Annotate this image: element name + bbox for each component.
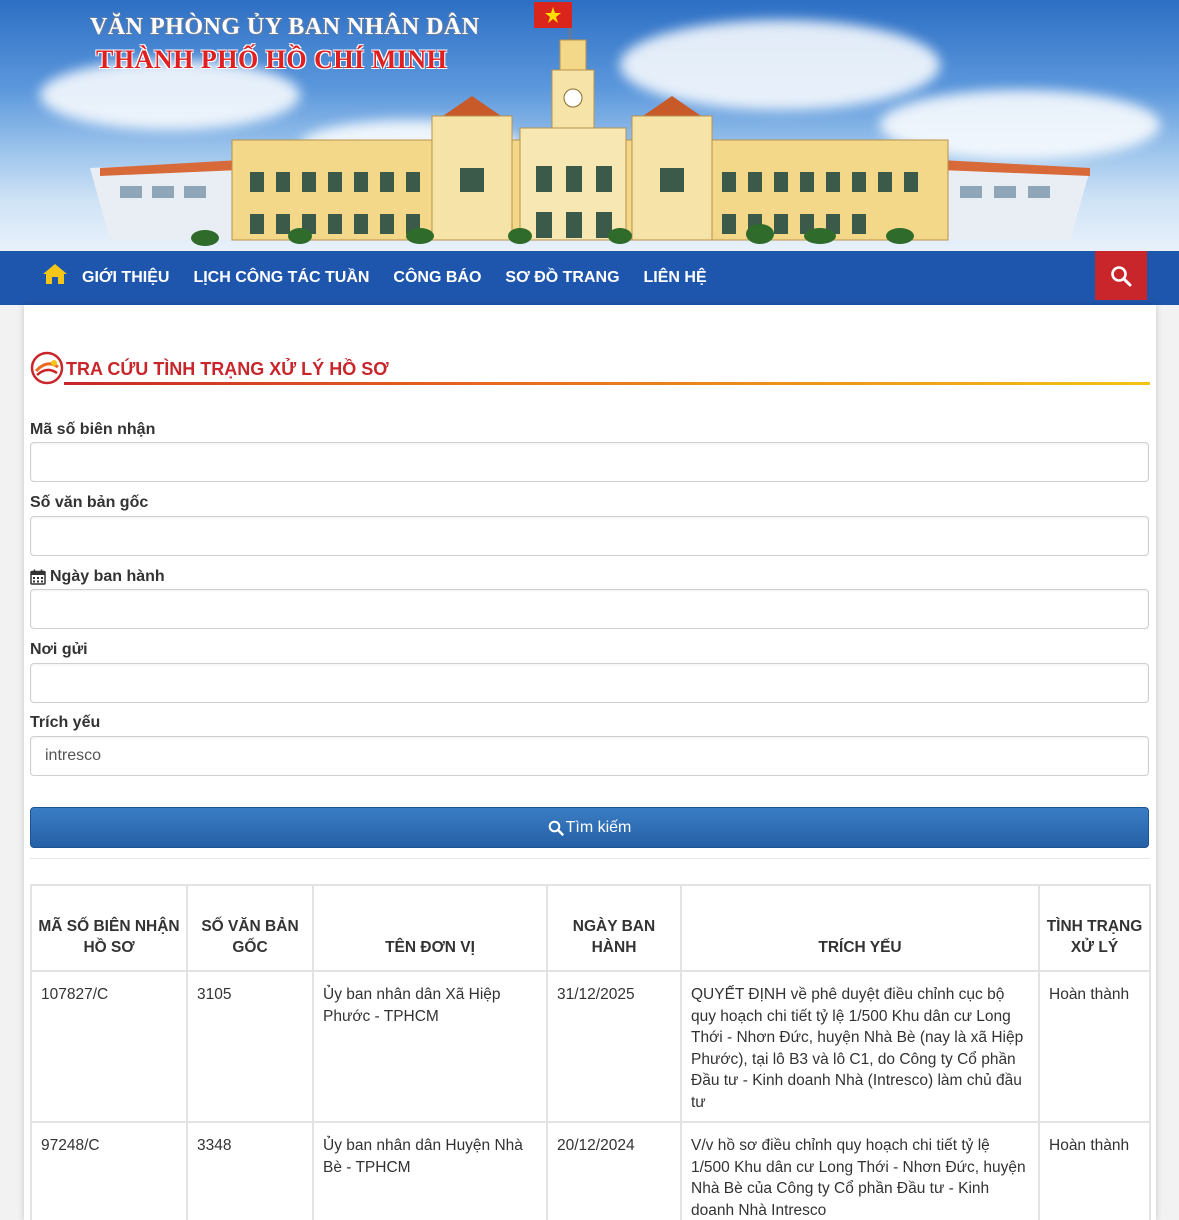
search-icon	[1110, 265, 1132, 287]
search-button-label: Tìm kiếm	[565, 818, 632, 836]
header-banner	[0, 0, 1179, 251]
summary-label: Trích yếu	[30, 714, 101, 731]
table-header-row	[31, 885, 1150, 971]
cell-receipt-number: 107827/C	[31, 971, 187, 1122]
cell-original-doc-number: 3348	[187, 1122, 313, 1220]
header-receipt-number: MÃ SỐ BIÊN NHẬN HỒ SƠ	[31, 885, 187, 971]
cell-summary: V/v hồ sơ điều chỉnh quy hoạch chi tiết tỷ lệ 1/500 Khu dân cư Long Thới - Nhơn Đức, huyện Nhà Bè của Công ty Cổ phần Đầu tư - Kinh doanh Nhà Intresco	[681, 1122, 1039, 1220]
nav-item-cong-bao[interactable]: CÔNG BÁO	[393, 269, 482, 286]
original-doc-number-label: Số văn bản gốc	[30, 494, 149, 511]
main-navbar	[0, 251, 1179, 305]
receipt-number-input[interactable]	[30, 442, 1149, 482]
sender-label: Nơi gửi	[30, 641, 88, 658]
header-status: TÌNH TRẠNG XỬ LÝ	[1039, 885, 1150, 971]
original-doc-number-input[interactable]	[30, 516, 1149, 556]
nav-item-lich-cong-tac-tuan[interactable]: LỊCH CÔNG TÁC TUẦN	[193, 269, 370, 286]
table-row[interactable]	[31, 1122, 1150, 1220]
nav-item-lien-he[interactable]: LIÊN HỆ	[643, 269, 707, 286]
cell-summary: QUYẾT ĐỊNH về phê duyệt điều chỉnh cục bộ quy hoạch chi tiết tỷ lệ 1/500 Khu dân cư Long Thới - Nhơn Đức, huyện Nhà Bè (nay là xã Hiệp Phước), tại lô B3 và lô C1, do Công ty Cổ phần Đầu tư - Kinh doanh Nhà (Intresco) làm chủ đầu tư	[681, 971, 1039, 1122]
content-panel	[24, 305, 1156, 1220]
search-button[interactable]	[30, 807, 1149, 848]
cell-status: Hoàn thành	[1039, 971, 1150, 1122]
nav-menu	[82, 251, 707, 305]
results-table	[30, 884, 1151, 1220]
home-icon[interactable]	[42, 262, 68, 286]
section-title-underline	[64, 382, 1150, 385]
banner-title-line1: VĂN PHÒNG ỦY BAN NHÂN DÂN	[90, 14, 480, 40]
nav-search-button[interactable]	[1095, 251, 1147, 300]
cell-unit-name: Ủy ban nhân dân Huyện Nhà Bè - TPHCM	[313, 1122, 547, 1220]
section-title: TRA CỨU TÌNH TRẠNG XỬ LÝ HỒ SƠ	[66, 359, 389, 379]
nav-item-gioi-thieu[interactable]: GIỚI THIỆU	[82, 269, 170, 286]
cell-receipt-number: 97248/C	[31, 1122, 187, 1220]
form-divider	[30, 858, 1149, 859]
cell-unit-name: Ủy ban nhân dân Xã Hiệp Phước - TPHCM	[313, 971, 547, 1122]
cell-issue-date: 20/12/2024	[547, 1122, 681, 1220]
cell-status: Hoàn thành	[1039, 1122, 1150, 1220]
banner-title-line2: THÀNH PHỐ HỒ CHÍ MINH	[96, 45, 448, 74]
section-header	[30, 351, 1150, 387]
ubnd-logo-icon	[30, 351, 64, 385]
header-issue-date: NGÀY BAN HÀNH	[547, 885, 681, 971]
header-original-doc-number: SỐ VĂN BẢN GỐC	[187, 885, 313, 971]
sender-input[interactable]	[30, 663, 1149, 703]
summary-input[interactable]	[30, 736, 1149, 776]
nav-item-so-do-trang[interactable]: SƠ ĐỒ TRANG	[505, 269, 620, 286]
receipt-number-label: Mã số biên nhận	[30, 421, 156, 438]
header-summary: TRÍCH YẾU	[681, 885, 1039, 971]
cell-original-doc-number: 3105	[187, 971, 313, 1122]
cell-issue-date: 31/12/2025	[547, 971, 681, 1122]
issue-date-label-row	[30, 568, 165, 586]
issue-date-label: Ngày ban hành	[50, 568, 165, 585]
banner-title	[90, 14, 480, 75]
issue-date-input[interactable]	[30, 589, 1149, 629]
table-row[interactable]	[31, 971, 1150, 1122]
search-icon	[548, 820, 564, 836]
header-unit-name: TÊN ĐƠN VỊ	[313, 885, 547, 971]
calendar-icon	[30, 569, 46, 585]
